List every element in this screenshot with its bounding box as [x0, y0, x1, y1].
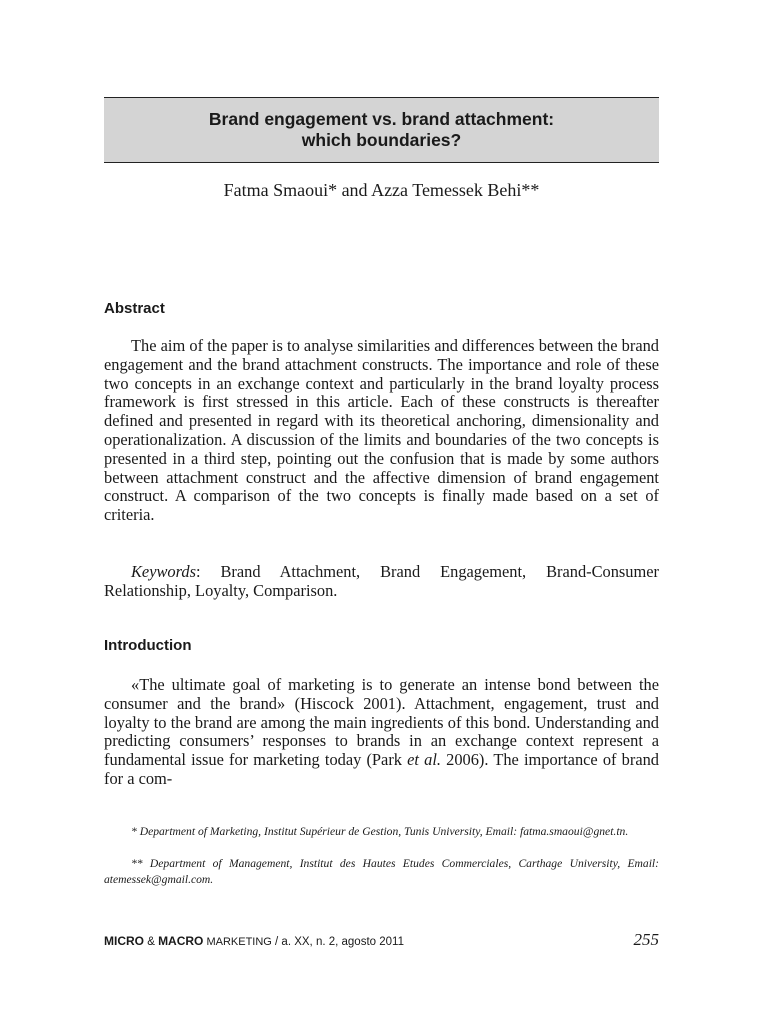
journal-issue: / a. XX, n. 2, agosto 2011: [271, 936, 404, 948]
abstract-heading: Abstract: [104, 300, 165, 317]
footnote-2: ** Department of Management, Institut des Hautes Etudes Commerciales, Carthage University, Email: atemessek@gmail.com.: [104, 857, 659, 886]
introduction-text: [104, 676, 659, 789]
abstract-text: The aim of the paper is to analyse similarities and differences between the brand engagement and the brand attachment constructs. The importance and role of these two concepts in an exchange context and particularly in the brand loyalty process framework is first stressed in this article. Each of these constructs is thereafter defined and presented in regard with its theoretical anchoring, dimensionality and operationalization. A discussion of the limits and boundaries of the two concepts is presented in a third step, pointing out the confusion that is made by some authors between attachment construct and the affective dimension of brand engagement construct. A comparison of the two concepts is finally made based on a set of criteria.: [104, 336, 659, 525]
title-box: [104, 97, 659, 163]
keywords-text: : Brand Attachment, Brand Engagement, Brand-Consumer Relationship, Loyalty, Comparison.: [104, 562, 659, 600]
authors: Fatma Smaoui* and Azza Temessek Behi**: [223, 180, 540, 200]
keywords-label: Keywords: [131, 562, 196, 581]
intro-text-part2: 2006). The importance of brand for a com-: [104, 750, 659, 788]
page-number: 255: [633, 930, 659, 949]
journal-citation: [104, 934, 404, 948]
journal-amp: &: [144, 936, 159, 948]
introduction-heading: Introduction: [104, 637, 192, 654]
journal-macro: MACRO: [158, 934, 204, 948]
footnote-1: * Department of Marketing, Institut Supérieur de Gestion, Tunis University, Email: fatma.smaoui@gnet.tn.: [131, 825, 629, 838]
journal-marketing: MARKETING: [203, 936, 272, 948]
page-footer: [104, 930, 659, 950]
title-line-1: Brand engagement vs. brand attachment:: [208, 109, 555, 129]
intro-text-part1: «The ultimate goal of marketing is to generate an intense bond between the consumer and the brand» (Hiscock 2001). Attachment, engagement, trust and loyalty to the brand are among the main ingredients of this bond. Understanding and predicting consumers’ responses to brands in an exchange context represent a fundamental issue for marketing today (Park: [104, 675, 659, 770]
intro-text-italic: et al.: [407, 750, 441, 770]
title-line-2: which boundaries?: [301, 130, 462, 150]
journal-micro: MICRO: [104, 934, 144, 948]
keywords: [104, 563, 659, 601]
